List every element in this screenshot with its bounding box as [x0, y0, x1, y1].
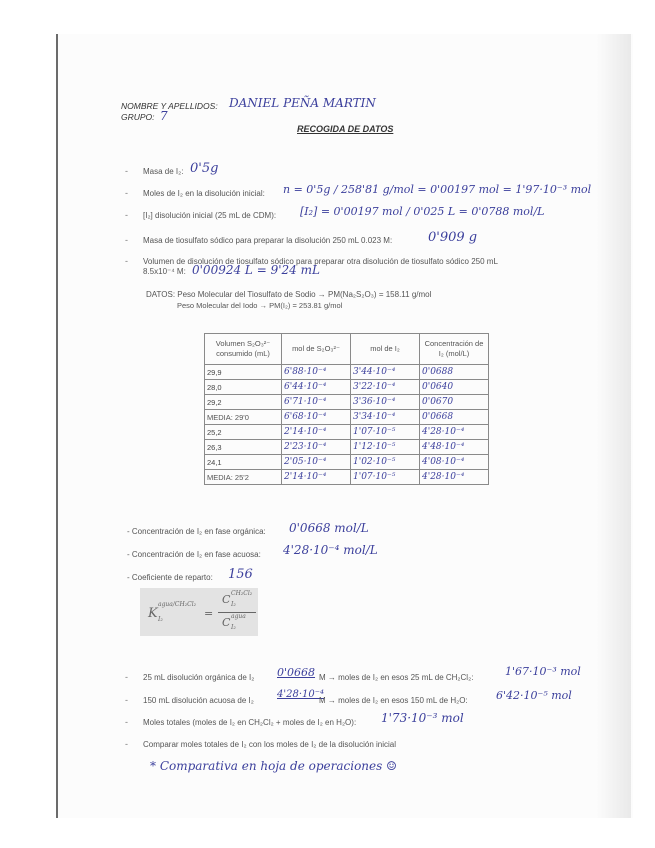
final-line-3-a: Moles totales (moles de I₂ en CH₂Cl₂ + moles de I₂ en H₂O):	[143, 718, 357, 727]
table-cell: 2'14·10⁻⁴	[282, 470, 351, 485]
table-cell: 1'02·10⁻⁵	[351, 455, 420, 470]
moles-label: Moles de I₂ en la disolución inicial:	[143, 189, 265, 198]
conc-label: [I₂] disolución inicial (25 mL de CDM):	[143, 211, 277, 220]
results-table	[204, 333, 489, 485]
bullet: -	[125, 739, 128, 749]
final-line-2-a: 150 mL disolución acuosa de I₂	[143, 696, 254, 705]
conc-value: [I₂] = 0'00197 mol / 0'025 L = 0'0788 mol/L	[300, 205, 545, 218]
datos-line-2: Peso Molecular del Iodo → PM(I₂) = 253.81 g/mol	[177, 301, 343, 310]
vol-value: 0'00924 L = 9'24 mL	[192, 263, 320, 277]
table-row	[205, 440, 489, 455]
grupo-label: GRUPO:	[121, 112, 155, 122]
bullet: -	[125, 210, 128, 220]
formula-num-sup: CH₂Cl₂	[231, 590, 253, 597]
formula-k-sup: agua/CH₂Cl₂	[158, 601, 197, 608]
final-line-2-fill: 4'28·10⁻⁴	[277, 689, 325, 700]
table-cell: 3'34·10⁻⁴	[351, 410, 420, 425]
table-header-row	[205, 334, 489, 365]
table-cell: 0'0668	[420, 410, 489, 425]
table-row	[205, 455, 489, 470]
table-cell: 26,3	[205, 440, 282, 455]
formula-den-sup: agua	[231, 613, 246, 620]
handwritten-note: * Comparativa en hoja de operaciones ☺	[150, 759, 397, 773]
table-cell: 3'22·10⁻⁴	[351, 380, 420, 395]
formula-num-sub: I₂	[231, 601, 236, 608]
final-line-1-a: 25 mL disolución orgánica de I₂	[143, 673, 255, 682]
table-cell: 2'14·10⁻⁴	[282, 425, 351, 440]
col-header-concentracion: Concentración de I₂ (mol/L)	[420, 334, 489, 365]
page-shadow	[596, 34, 631, 818]
org-value: 0'0668 mol/L	[289, 521, 369, 535]
table-cell: 0'0688	[420, 365, 489, 380]
table-cell: 0'0640	[420, 380, 489, 395]
final-line-2-value: 6'42·10⁻⁵ mol	[496, 689, 572, 702]
aq-value: 4'28·10⁻⁴ mol/L	[283, 543, 378, 557]
col-header-mol-tiosulfato: mol de S₂O₃²⁻	[282, 334, 351, 365]
table-cell: 1'12·10⁻⁵	[351, 440, 420, 455]
table-cell: MEDIA: 25'2	[205, 470, 282, 485]
masa-label: Masa de I₂:	[143, 167, 184, 176]
bullet: -	[125, 188, 128, 198]
page-title: RECOGIDA DE DATOS	[297, 124, 394, 134]
table-cell: 6'88·10⁻⁴	[282, 365, 351, 380]
table-cell: 2'05·10⁻⁴	[282, 455, 351, 470]
table-cell: 0'0670	[420, 395, 489, 410]
nombre-value: DANIEL PEÑA MARTIN	[229, 96, 376, 110]
datos-line-1: DATOS: Peso Molecular del Tiosulfato de Sodio → PM(Na₂S₂O₃) = 158.11 g/mol	[146, 290, 432, 299]
table-cell: 29,9	[205, 365, 282, 380]
table-cell: MEDIA: 29'0	[205, 410, 282, 425]
col-header-mol-iodo: mol de I₂	[351, 334, 420, 365]
vol-label: Volumen de disolución de tiosulfato sódico para preparar otra disolución de tiosulfato sódico 250 mL	[143, 257, 498, 266]
formula-den: C	[222, 616, 231, 629]
table-cell: 28,0	[205, 380, 282, 395]
final-line-4-a: Comparar moles totales de I₂ con los moles de I₂ de la disolución inicial	[143, 740, 396, 749]
final-line-3-value: 1'73·10⁻³ mol	[381, 711, 464, 725]
table-row	[205, 395, 489, 410]
tios-label: Masa de tiosulfato sódico para preparar la disolución 250 mL 0.023 M:	[143, 236, 393, 245]
vol-label-2: 8.5x10⁻⁴ M:	[143, 267, 186, 276]
table-cell: 25,2	[205, 425, 282, 440]
table-cell: 3'36·10⁻⁴	[351, 395, 420, 410]
bullet: -	[125, 256, 128, 266]
bullet: -	[125, 695, 128, 705]
final-line-1-fill: 0'0668	[277, 666, 316, 679]
table-cell: 6'68·10⁻⁴	[282, 410, 351, 425]
table-cell: 2'23·10⁻⁴	[282, 440, 351, 455]
final-line-1-b: M → moles de I₂ en esos 25 mL de CH₂Cl₂:	[319, 673, 474, 682]
table-row	[205, 365, 489, 380]
table-cell: 4'28·10⁻⁴	[420, 425, 489, 440]
table-row	[205, 470, 489, 485]
table-cell: 4'28·10⁻⁴	[420, 470, 489, 485]
bullet: -	[125, 235, 128, 245]
table-cell: 1'07·10⁻⁵	[351, 470, 420, 485]
aq-label: - Concentración de I₂ en fase acuosa:	[127, 550, 261, 559]
grupo-value: 7	[160, 109, 168, 123]
bullet: -	[125, 717, 128, 727]
tios-value: 0'909 g	[428, 230, 478, 245]
table-row	[205, 425, 489, 440]
coef-label: - Coeficiente de reparto:	[127, 573, 213, 582]
org-label: - Concentración de I₂ en fase orgánica:	[127, 527, 266, 536]
formula-k-sub: I₂	[158, 616, 163, 623]
final-line-2-b: M → moles de I₂ en esos 150 mL de H₂O:	[319, 696, 468, 705]
bullet: -	[125, 166, 128, 176]
table-cell: 1'07·10⁻⁵	[351, 425, 420, 440]
table-cell: 29,2	[205, 395, 282, 410]
formula-equals: =	[204, 607, 214, 620]
partition-formula	[140, 588, 258, 636]
formula-num: C	[222, 593, 231, 606]
bullet: -	[125, 672, 128, 682]
nombre-label: NOMBRE Y APELLIDOS:	[121, 101, 218, 111]
table-cell: 4'48·10⁻⁴	[420, 440, 489, 455]
table-row	[205, 380, 489, 395]
moles-value: n = 0'5g / 258'81 g/mol = 0'00197 mol = 1'97·10⁻³ mol	[283, 183, 592, 196]
formula-k: K	[148, 606, 158, 621]
table-cell: 3'44·10⁻⁴	[351, 365, 420, 380]
coef-value: 156	[228, 567, 253, 582]
table-cell: 6'44·10⁻⁴	[282, 380, 351, 395]
table-row	[205, 410, 489, 425]
table-cell: 24,1	[205, 455, 282, 470]
col-header-volumen: Volumen S₂O₃²⁻ consumido (mL)	[205, 334, 282, 365]
masa-value: 0'5g	[190, 161, 219, 176]
final-line-1-value: 1'67·10⁻³ mol	[505, 665, 581, 678]
formula-den-sub: I₂	[231, 624, 236, 631]
table-cell: 6'71·10⁻⁴	[282, 395, 351, 410]
table-cell: 4'08·10⁻⁴	[420, 455, 489, 470]
